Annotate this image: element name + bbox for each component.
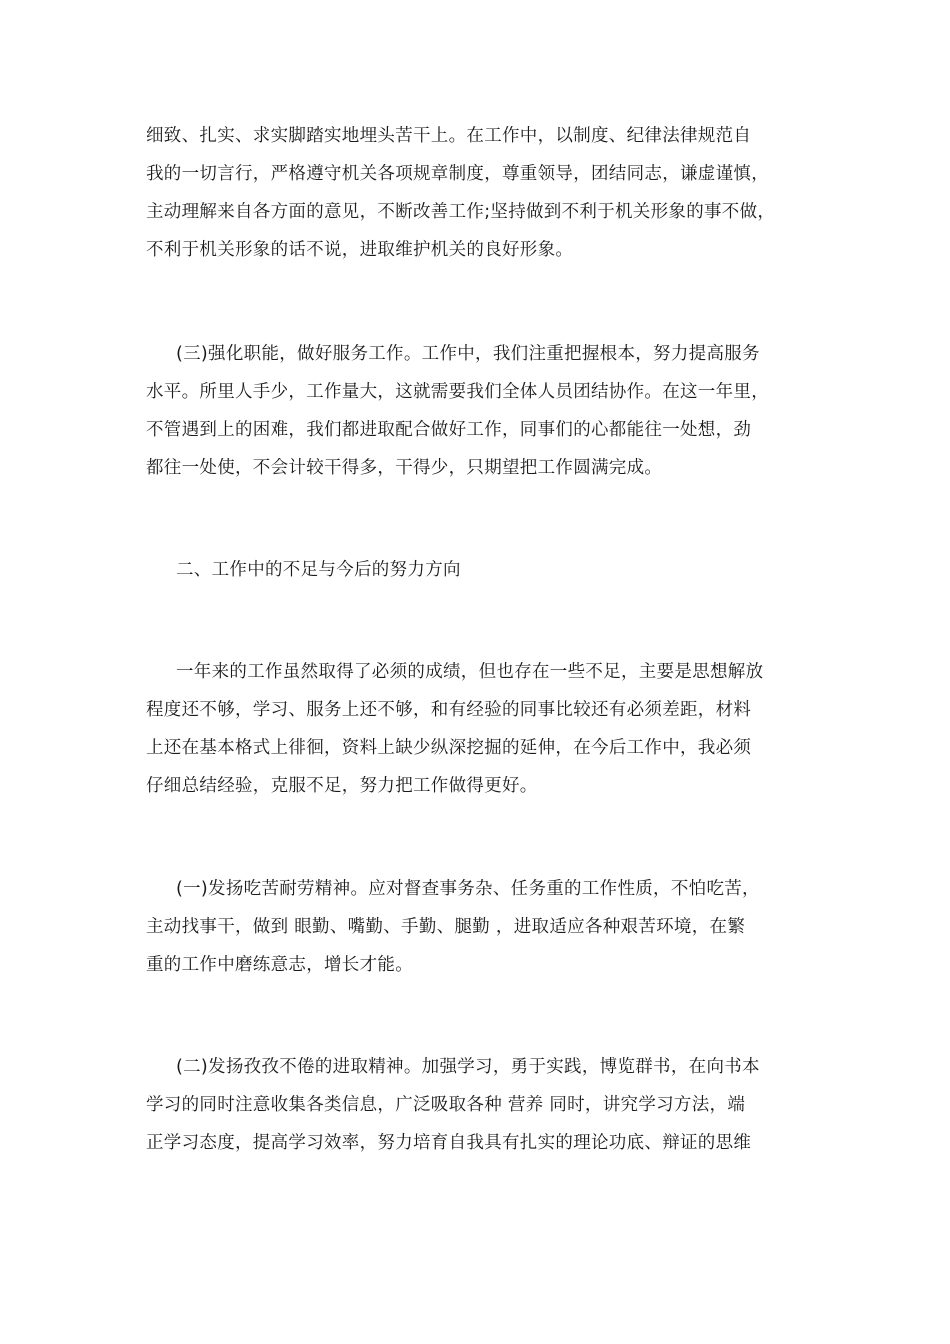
text-line: (二)发扬孜孜不倦的进取精神。加强学习，勇于实践，博览群书，在向书本 (176, 1057, 760, 1077)
text-line: 主动找事干，做到 眼勤、嘴勤、手勤、腿勤 ，进取适应各种艰苦环境，在繁 (146, 917, 746, 937)
text-line: 我的一切言行，严格遵守机关各项规章制度，尊重领导，团结同志，谦虚谨慎， (146, 164, 769, 184)
text-line: (一)发扬吃苦耐劳精神。应对督查事务杂、任务重的工作性质，不怕吃苦， (176, 879, 760, 899)
text-line: 主动理解来自各方面的意见，不断改善工作;坚持做到不利于机关形象的事不做， (146, 202, 776, 222)
text-line: 细致、扎实、求实脚踏实地埋头苦干上。在工作中，以制度、纪律法律规范自 (146, 126, 752, 146)
text-line: 不利于机关形象的话不说，进取维护机关的良好形象。 (146, 240, 574, 260)
text-line: 都往一处使，不会计较干得多，干得少，只期望把工作圆满完成。 (146, 458, 663, 478)
text-line: 不管遇到上的困难，我们都进取配合做好工作，同事们的心都能往一处想，劲 (146, 420, 752, 440)
text-line: 仔细总结经验，克服不足，努力把工作做得更好。 (146, 776, 538, 796)
text-line: 水平。所里人手少，工作量大，这就需要我们全体人员团结协作。在这一年里， (146, 382, 769, 402)
text-line: (三)强化职能，做好服务工作。工作中，我们注重把握根本，努力提高服务 (176, 344, 760, 364)
text-line: 上还在基本格式上徘徊，资料上缺少纵深挖掘的延伸，在今后工作中，我必须 (146, 738, 752, 758)
text-line: 程度还不够，学习、服务上还不够，和有经验的同事比较还有必须差距，材料 (146, 700, 752, 720)
text-line: 正学习态度，提高学习效率，努力培育自我具有扎实的理论功底、辩证的思维 (146, 1133, 752, 1153)
text-line: 一年来的工作虽然取得了必须的成绩，但也存在一些不足，主要是思想解放 (176, 662, 764, 682)
section-heading: 二、工作中的不足与今后的努力方向 (176, 560, 461, 580)
text-line: 重的工作中磨练意志，增长才能。 (146, 955, 413, 975)
text-line: 学习的同时注意收集各类信息，广泛吸取各种 营养 同时，讲究学习方法，端 (146, 1095, 746, 1115)
